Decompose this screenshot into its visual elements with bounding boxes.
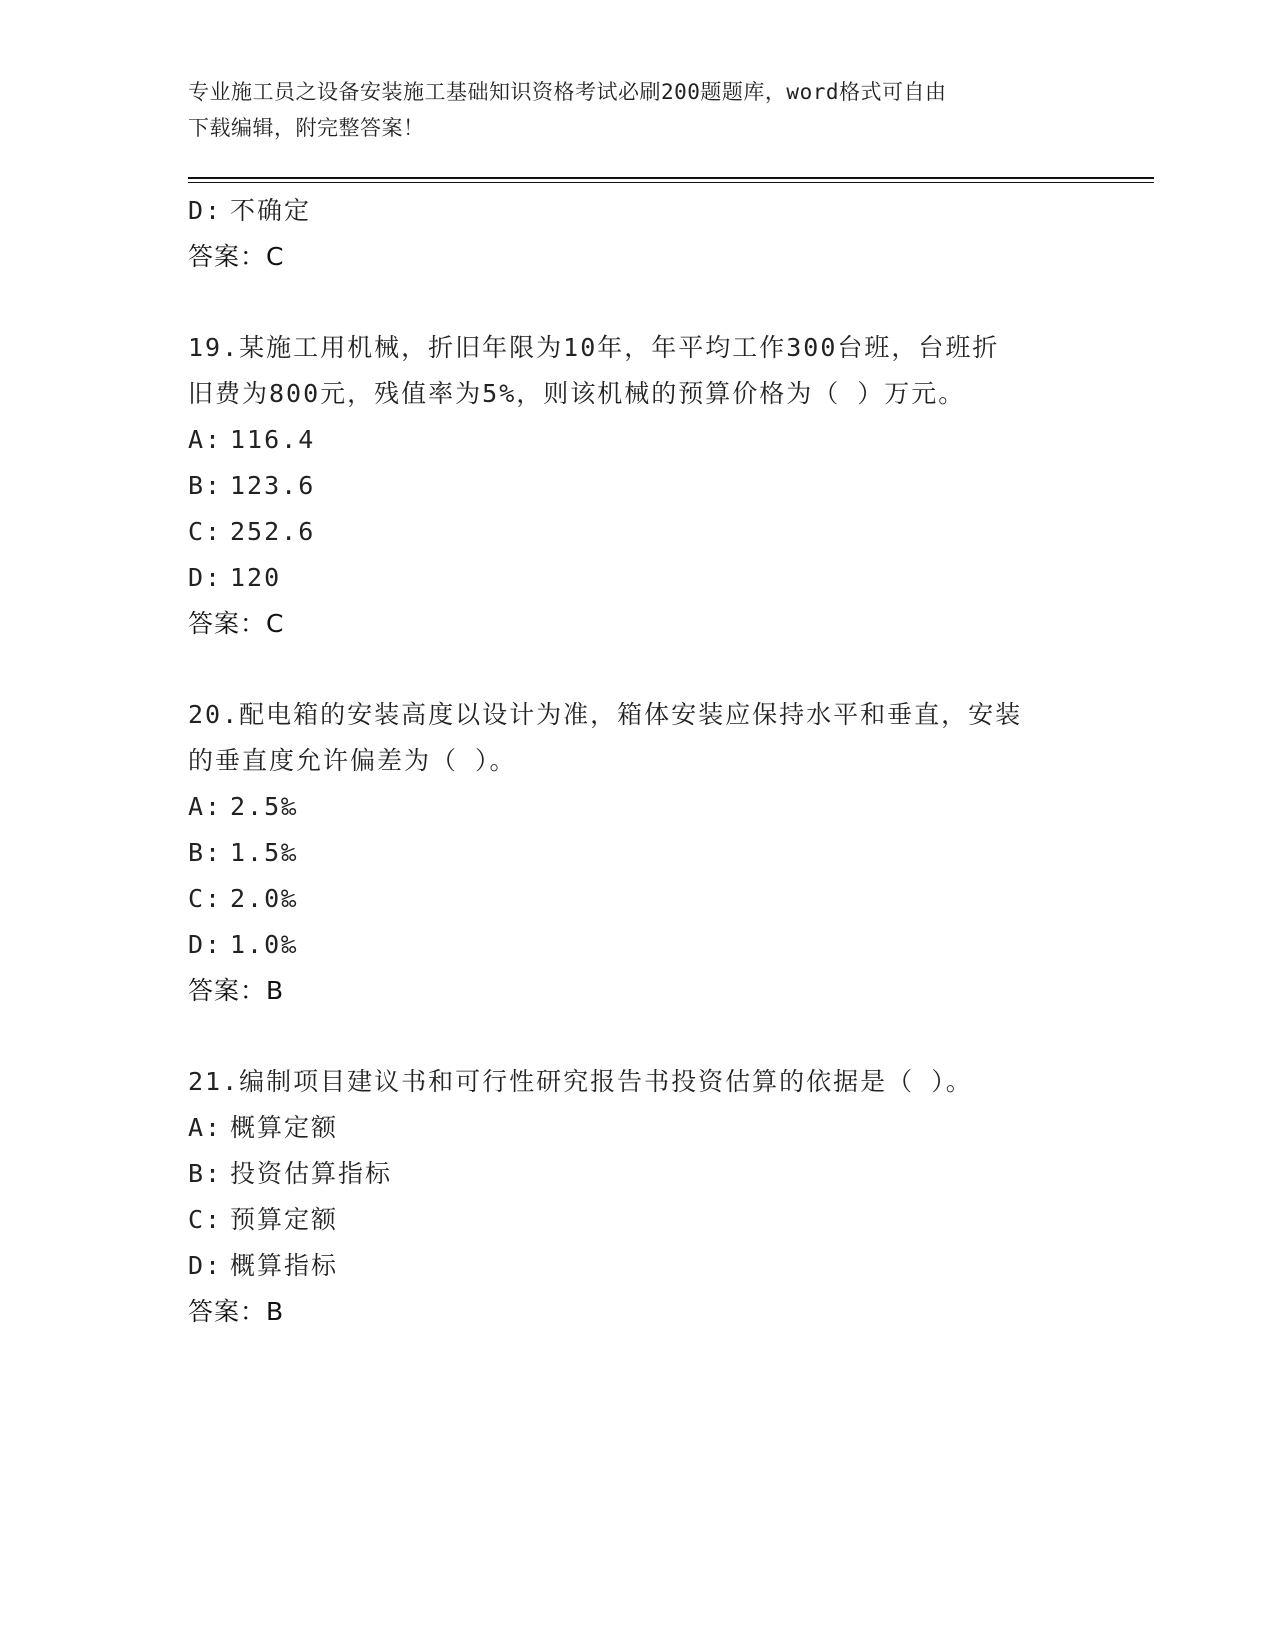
option-a xyxy=(188,784,1088,830)
option-text: 1.5‰ xyxy=(230,838,299,867)
question-text-line-1: 20.配电箱的安装高度以设计为准，箱体安装应保持水平和垂直，安装 xyxy=(188,700,1023,729)
question-20 xyxy=(188,692,1088,1014)
question-19 xyxy=(188,325,1088,647)
question-content xyxy=(188,188,1088,1335)
answer: 答案：B xyxy=(188,976,285,1005)
option-text: 概算定额 xyxy=(230,1113,339,1142)
option-key: C: xyxy=(188,884,223,913)
question-text-line-2: 的垂直度允许偏差为（ ）。 xyxy=(188,746,517,775)
answer: 答案：C xyxy=(188,609,285,638)
option-b xyxy=(188,1151,1088,1197)
option-text: 123.6 xyxy=(230,471,316,500)
option-key: A: xyxy=(188,792,223,821)
option-key: A: xyxy=(188,425,223,454)
option-d xyxy=(188,922,1088,968)
option-d xyxy=(188,1243,1088,1289)
option-c xyxy=(188,876,1088,922)
document-header xyxy=(188,74,1068,146)
option-text: 1.0‰ xyxy=(230,930,299,959)
header-divider-thin xyxy=(188,182,1154,183)
question-text-line-2: 旧费为800元，残值率为5%，则该机械的预算价格为（ ）万元。 xyxy=(188,379,966,408)
option-b xyxy=(188,830,1088,876)
option-key: C: xyxy=(188,1205,223,1234)
option-text: 2.0‰ xyxy=(230,884,299,913)
option-key: C: xyxy=(188,517,223,546)
option-text: 120 xyxy=(230,563,282,592)
option-c xyxy=(188,1197,1088,1243)
option-c xyxy=(188,509,1088,555)
option-b xyxy=(188,463,1088,509)
option-text: 252.6 xyxy=(230,517,316,546)
option-key: B: xyxy=(188,1159,223,1188)
question-text-line-1: 19.某施工用机械，折旧年限为10年，年平均工作300台班，台班折 xyxy=(188,333,1000,362)
option-text: 2.5‰ xyxy=(230,792,299,821)
question-gap xyxy=(188,647,1088,692)
option-d xyxy=(188,188,1088,234)
option-text: 预算定额 xyxy=(230,1205,339,1234)
option-key: A: xyxy=(188,1113,223,1142)
option-key: D: xyxy=(188,1251,223,1280)
question-21 xyxy=(188,1059,1088,1335)
option-key: B: xyxy=(188,471,223,500)
header-line-1: 专业施工员之设备安装施工基础知识资格考试必刷200题题库，word格式可自由 xyxy=(188,80,947,104)
answer: 答案：C xyxy=(188,242,285,271)
option-a xyxy=(188,417,1088,463)
header-divider-thick xyxy=(188,177,1154,179)
option-text: 不确定 xyxy=(230,196,312,225)
option-text: 概算指标 xyxy=(230,1251,339,1280)
option-key: B: xyxy=(188,838,223,867)
option-key: D: xyxy=(188,196,223,225)
option-text: 116.4 xyxy=(230,425,316,454)
option-a xyxy=(188,1105,1088,1151)
option-text: 投资估算指标 xyxy=(230,1159,393,1188)
question-text-line-1: 21.编制项目建议书和可行性研究报告书投资估算的依据是（ ）。 xyxy=(188,1067,973,1096)
answer: 答案：B xyxy=(188,1297,285,1326)
option-key: D: xyxy=(188,930,223,959)
question-gap xyxy=(188,280,1088,325)
header-line-2: 下载编辑，附完整答案！ xyxy=(188,116,425,140)
option-key: D: xyxy=(188,563,223,592)
question-gap xyxy=(188,1014,1088,1059)
option-d xyxy=(188,555,1088,601)
